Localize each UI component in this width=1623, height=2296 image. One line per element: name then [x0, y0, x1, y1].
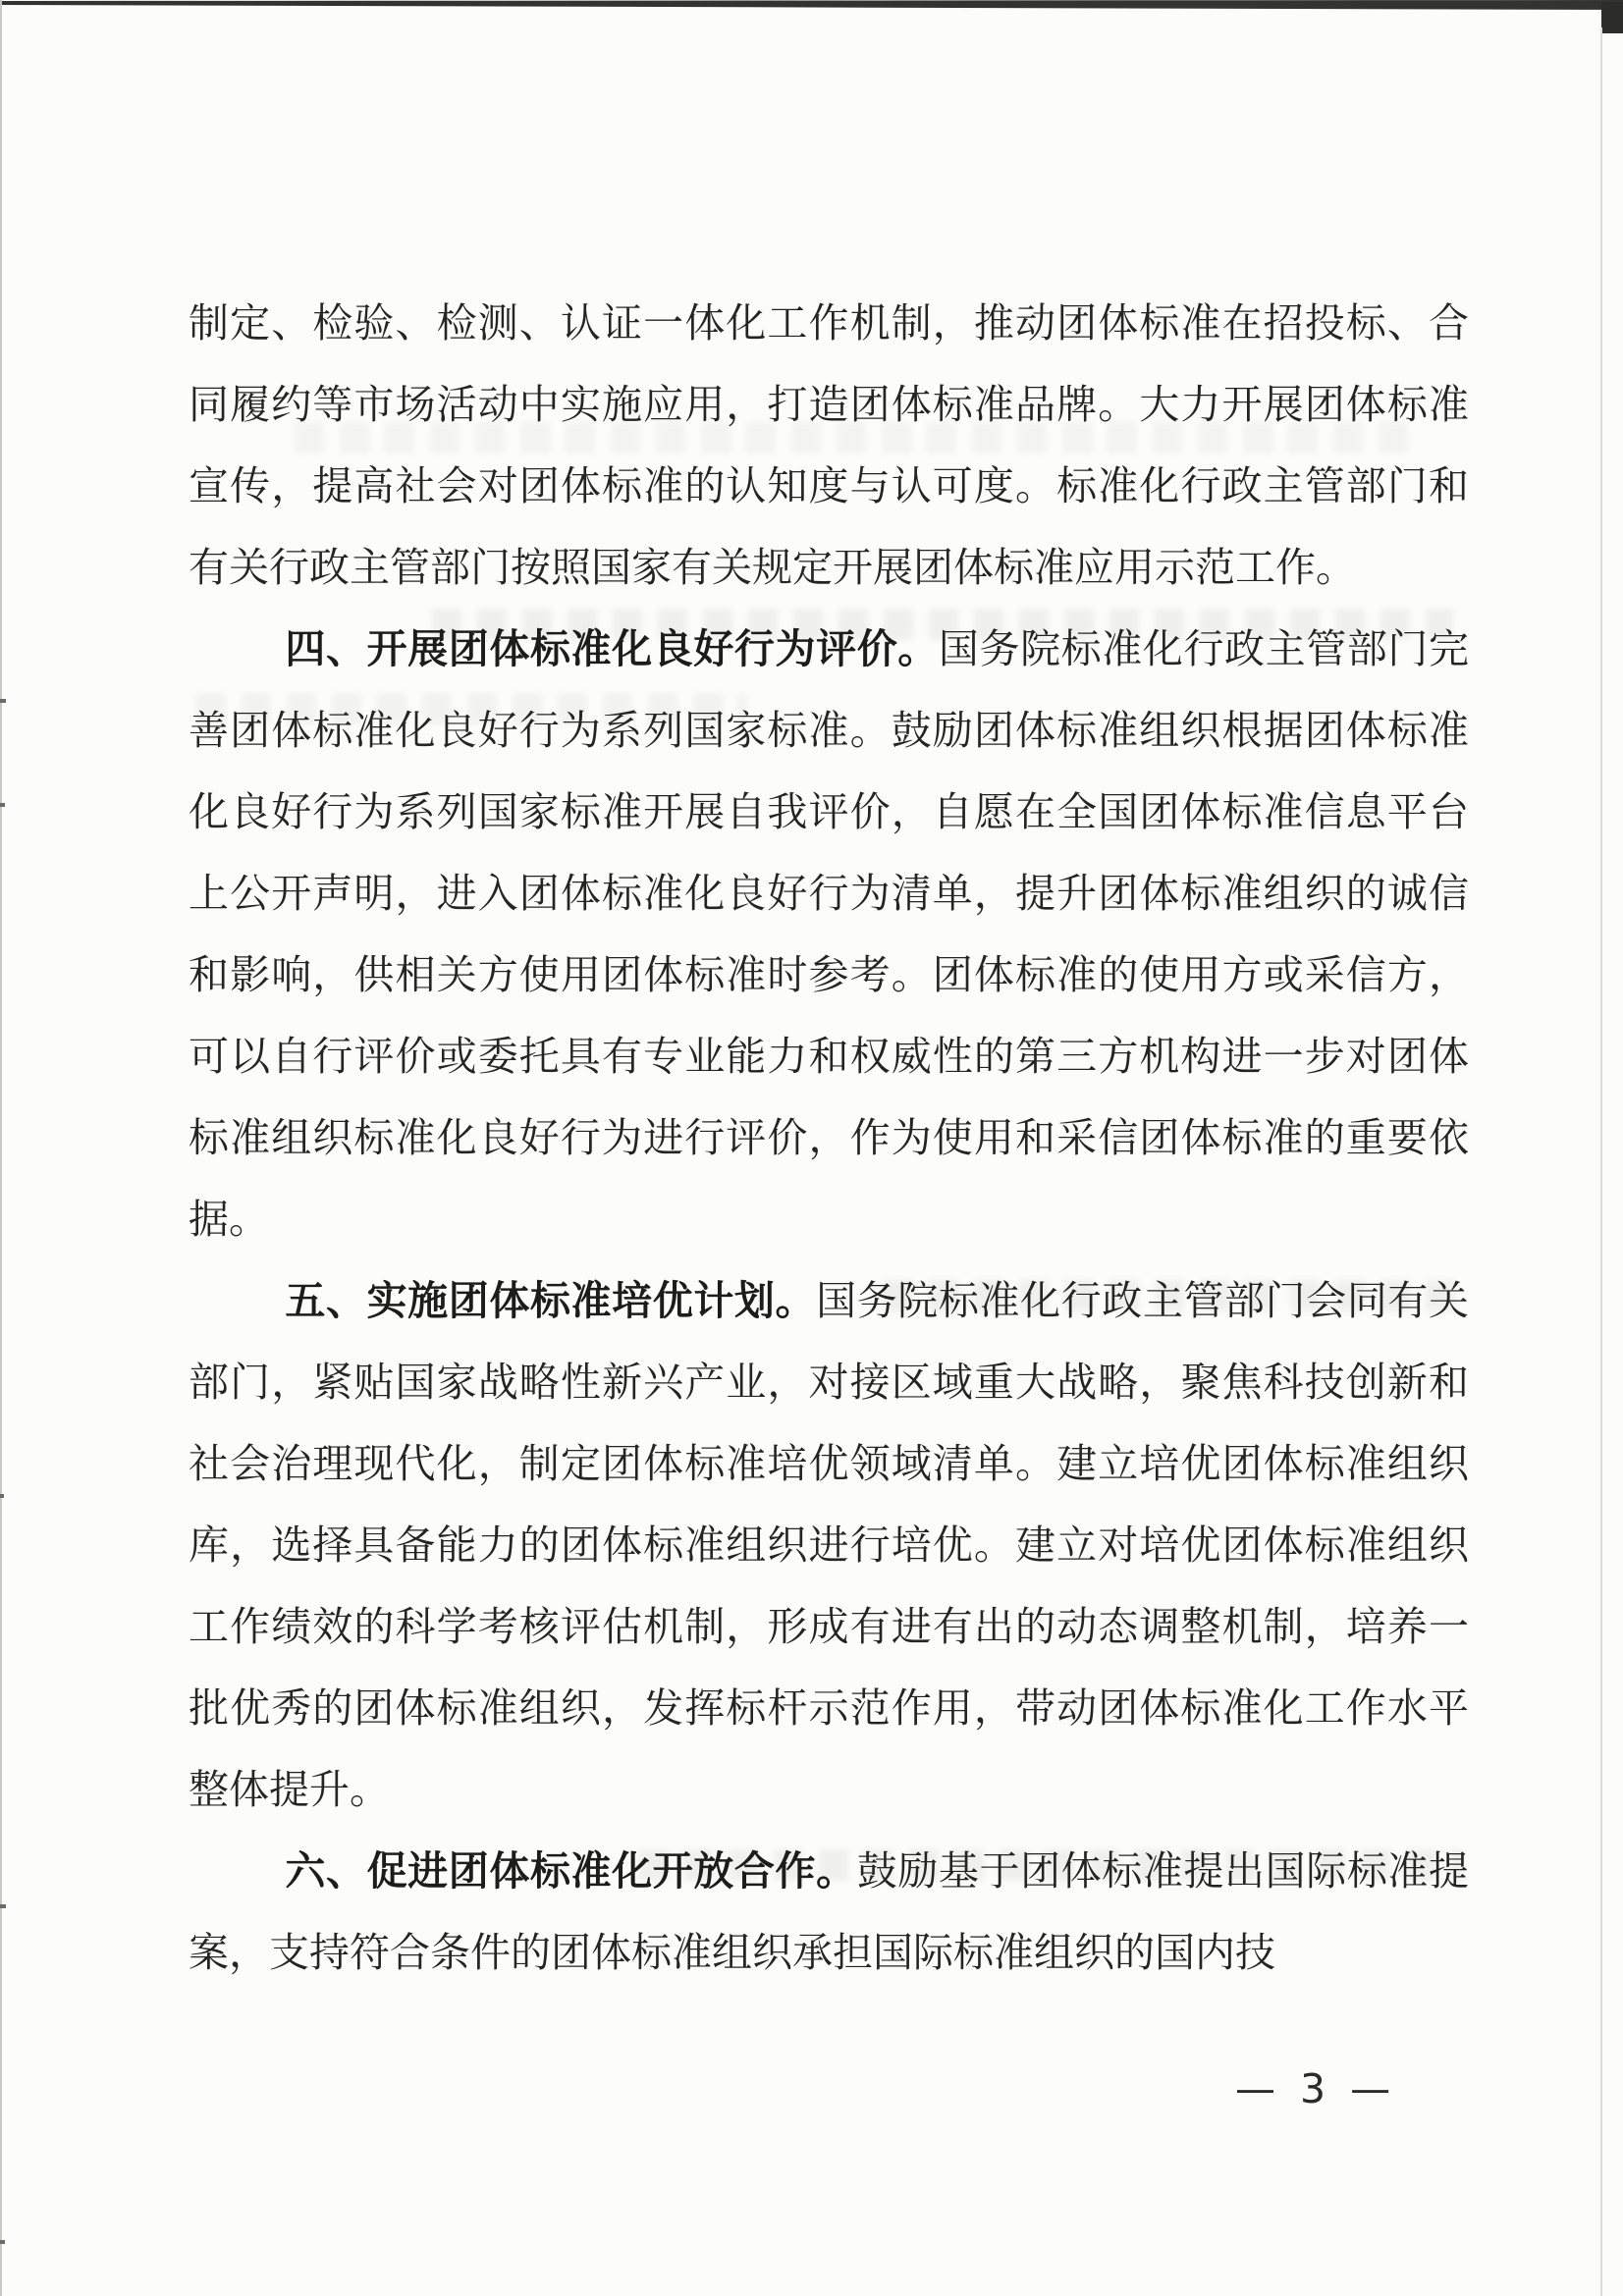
section-4-heading: 四、开展团体标准化良好行为评价。 — [285, 625, 939, 672]
scan-edge-mark — [0, 2240, 5, 2244]
scan-edge-right — [1600, 27, 1602, 2296]
section-6-heading: 六、促进团体标准化开放合作。 — [285, 1847, 857, 1895]
scan-edge-mark — [0, 699, 6, 703]
section-5-heading: 五、实施团体标准培优计划。 — [285, 1277, 817, 1324]
paragraph-section-6 — [189, 1831, 1469, 1994]
scan-corner-artifact — [1601, 2, 1623, 33]
paragraph-text: 国务院标准化行政主管部门完善团体标准化良好行为系列国家标准。鼓励团体标准组织根据团体标准化良好行为系列国家标准开展自我评价，自愿在全国团体标准信息平台上公开声明，进入团体标准化良好行为清单，提升团体标准组织的诚信和影响，供相关方使用团体标准时参考。团体标准的使用方或采信方，可以自行评价或委托具有专业能力和权威性的第三方机构进一步对团体标准组织标准化良好行为进行评价，作为使用和采信团体标准的重要依据。 — [189, 625, 1470, 1243]
scan-edge-mark — [0, 1904, 6, 1908]
scan-edge-top — [0, 0, 1623, 12]
document-body — [189, 283, 1469, 1994]
paragraph-text: 鼓励基于团体标准提出国际标准提案，支持符合条件的团体标准组织承担国际标准组织的国内技 — [189, 1847, 1470, 1976]
page-number: — 3 — — [1235, 2065, 1397, 2112]
scan-edge-mark — [0, 803, 5, 807]
paragraph-text: 制定、检验、检测、认证一体化工作机制，推动团体标准在招投标、合同履约等市场活动中实施应用，打造团体标准品牌。大力开展团体标准宣传，提高社会对团体标准的认知度与认可度。标准化行政主管部门和有关行政主管部门按照国家有关规定开展团体标准应用示范工作。 — [189, 299, 1469, 591]
paragraph-continuation — [189, 283, 1469, 609]
scan-edge-mark — [0, 1494, 4, 1498]
scan-edge-left — [0, 0, 2, 2296]
paragraph-section-5 — [189, 1260, 1469, 1831]
paragraph-text: 国务院标准化行政主管部门会同有关部门，紧贴国家战略性新兴产业，对接区域重大战略，聚焦科技创新和社会治理现代化，制定团体标准培优领域清单。建立培优团体标准组织库，选择具备能力的团体标准组织进行培优。建立对培优团体标准组织工作绩效的科学考核评估机制，形成有进有出的动态调整机制，培养一批优秀的团体标准组织，发挥标杆示范作用，带动团体标准化工作水平整体提升。 — [189, 1277, 1470, 1813]
paragraph-section-4 — [189, 609, 1469, 1260]
